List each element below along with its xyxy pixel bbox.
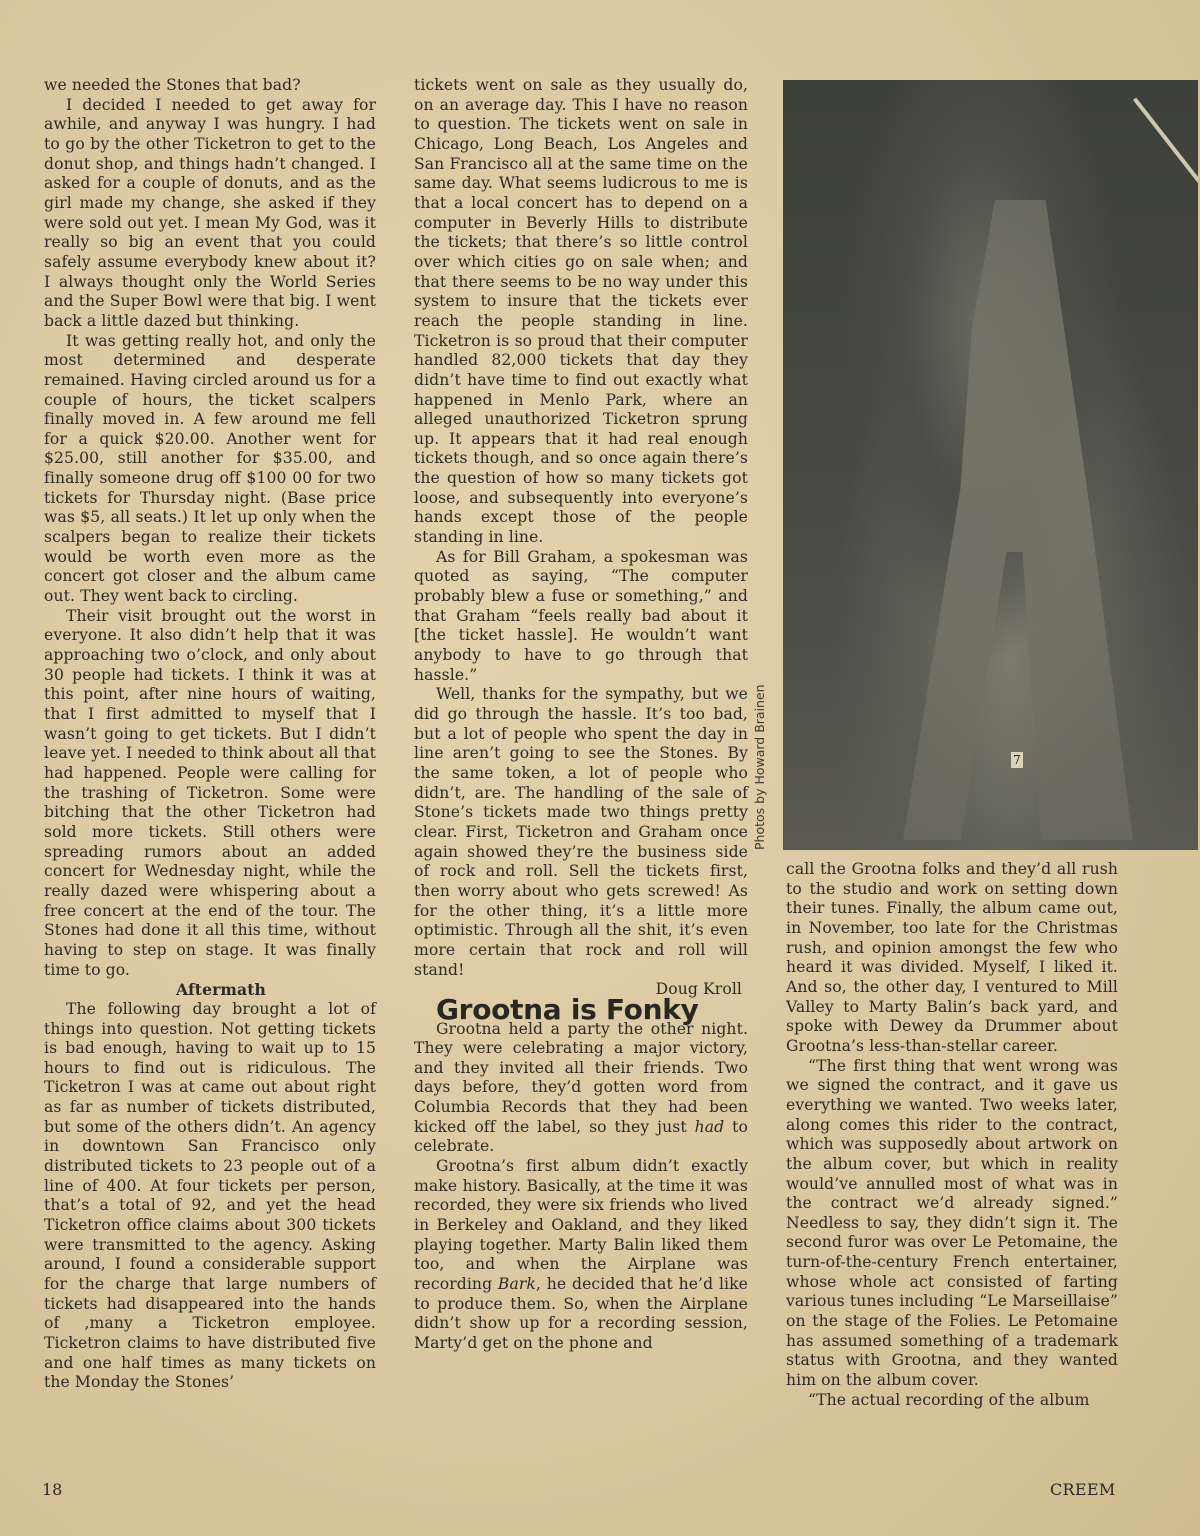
paragraph: As for Bill Graham, a spokesman was quoted as saying, “The computer probably blew a fuse or something,” and that Graham “feels really bad about it [the ticket hassle]. He wouldn’t want anybody to have to go through that hassle.” (414, 547, 748, 684)
author-byline: Doug Kroll (655, 980, 742, 999)
paragraph: The following day brought a lot of things into question. Not getting tickets is bad enough, having to wait up to 15 hours to find out is ridiculous. The Ticketron I was at came out about right as far as number of tickets distributed, but some of the others didn’t. An agency in downtown San Francisco only distributed tickets to 23 people out of a line of 400. At four tickets per person, that’s a total of 92, and yet the head Ticketron office claims about 300 tickets were transmitted to the agency. Asking around, I found a considerable support for the charge that large numbers of tickets had disappeared into the hands of ,many a Ticketron employee. Ticketron claims to have distributed five and one half times as many tickets on the Monday the Stones’ (44, 999, 376, 1392)
paragraph (414, 1157, 748, 1354)
paragraph: I decided I needed to get away for awhile, and anyway I was hungry. I had to go by the other Ticketron to get to the donut shop, and things hadn’t changed. I asked for a couple of donuts, and as the girl made my change, she asked if they were sold out yet. I mean My God, was it really so big an event that you could safely assume everybody knew about it? I always thought only the World Series and the Super Bowl were that big. I went back a little dazed but thinking. (44, 95, 376, 330)
concert-photo (783, 80, 1198, 850)
section-subhead: Aftermath (176, 980, 266, 1000)
page-number: 18 (42, 1480, 63, 1499)
paragraph: call the Grootna folks and they’d all rush to the studio and work on setting down their tunes. Finally, the album came out, in November, too late for the Christmas rush, and opinion amongst the few who heard it was divided. Myself, I liked it. And so, the other day, I ventured to Mill Valley to Marty Balin’s back yard, and spoke with Dewey da Drummer about Grootna’s less-than-stellar career. (786, 860, 1118, 1055)
paragraph: “The actual recording of the album (808, 1390, 1090, 1409)
photo-credit: Photos by Howard Brainen (752, 684, 767, 850)
text: to celebrate. (414, 1117, 748, 1156)
paragraph: It was getting really hot, and only the most determined and desperate remained. Having circled around us for a couple of hours, the ticket scalpers finally moved in. A few around me fell for a quick $20.00. Another went for $25.00, still another for $35.00, and finally someone drug off $100 00 for two tickets for Thursday night. (Base price was $5, all seats.) It let up only when the scalpers began to realize their tickets would be worth even more as the concert got closer and the album came out. They went back to circling. (44, 331, 376, 606)
stage-marker: 7 (1011, 752, 1023, 768)
article-headline: Grootna is Fonky (436, 992, 699, 1026)
paragraph: “The first thing that went wrong was we signed the contract, and it gave us everything we wanted. Two weeks later, along comes this rider to the contract, which was supposedly about artwork on the album cover, but which in reality would’ve annulled most of what was in the contract we’d already signed.” Needless to say, they didn’t sign it. The second furor was over Le Petomaine, the turn-of-the-century French entertainer, whose whole act consisted of farting various tunes including “Le Marseillaise” on the stage of the Folies. Le Petomaine has assumed something of a trademark status with Grootna, and they wanted him on the album cover. (786, 1056, 1118, 1390)
magazine-name: CREEM (1050, 1480, 1116, 1499)
paragraph: Their visit brought out the worst in everyone. It also didn’t help that it was approaching two o’clock, and only about 30 people had tickets. I think it was at this point, after nine hours of waiting, that I first admitted to myself that I wasn’t going to get tickets. But I didn’t leave yet. I needed to think about all that had happened. People were calling for the trashing of Ticketron. Some were bitching that the other Ticketron had sold more tickets. Still others were spreading rumors about an added concert for Wednesday night, while the really dazed were whispering about a free concert at the end of the tour. The Stones had done it all this time, without having to step on stage. It was finally time to go. (44, 606, 376, 979)
mic-stand-shape (1133, 98, 1198, 203)
article-column-3 (786, 860, 1118, 1410)
paragraph: tickets went on sale as they usually do, on an average day. This I have no reason to question. The tickets went on sale in Chicago, Long Beach, Los Angeles and San Francisco all at the same time on the same day. What seems ludicrous to me is that a local concert has to depend on a computer in Beverly Hills to distribute the tickets; that there’s so little control over which cities go on sale when; and that there seems to be no way under this system to insure that the tickets ever reach the people standing in line. Ticketron is so proud that their computer handled 82,000 tickets that day they didn’t have time to find out exactly what happened in Menlo Park, where an alleged unauthorized Ticketron sprung up. It appears that it had real enough tickets though, and so once again there’s the question of how so many tickets got loose, and subsequently into everyone’s hands except those of the people standing in line. (414, 76, 748, 547)
emphasis-text: Bark (497, 1275, 536, 1294)
article-column-2 (414, 76, 748, 1354)
article-column-1 (44, 76, 376, 1393)
paragraph: we needed the Stones that bad? (44, 76, 301, 94)
text: Grootna held a party the other night. They were celebrating a major victory, and they invited all their friends. Two days before, they’d gotten word from Columbia Records that they had been kicked off the label, so they just (414, 1019, 748, 1136)
text: Grootna’s first album didn’t exactly make history. Basically, at the time it was recorded, they were six friends who lived in Berkeley and Oakland, and they liked playing together. Marty Balin liked them too, and when the Airplane was recording (414, 1157, 748, 1294)
paragraph (414, 1020, 748, 1158)
text: , he decided that he’d like to produce them. So, when the Airplane didn’t show up for a recording session, Marty’d get on the phone and (414, 1275, 748, 1352)
performer-silhouette (903, 200, 1133, 840)
paragraph: Well, thanks for the sympathy, but we did go through the hassle. It’s too bad, but a lot of people who spent the day in line aren’t going to see the Stones. By the same token, a lot of people who didn’t, are. The handling of the sale of Stone’s tickets made two things pretty clear. First, Ticketron and Graham once again showed they’re the business side of rock and roll. Sell the tickets first, then worry about who gets screwed! As for the other thing, it’s a little more optimistic. Through all the shit, it’s even more certain that rock and roll will stand! (414, 685, 748, 979)
emphasis-text: had (694, 1117, 725, 1136)
